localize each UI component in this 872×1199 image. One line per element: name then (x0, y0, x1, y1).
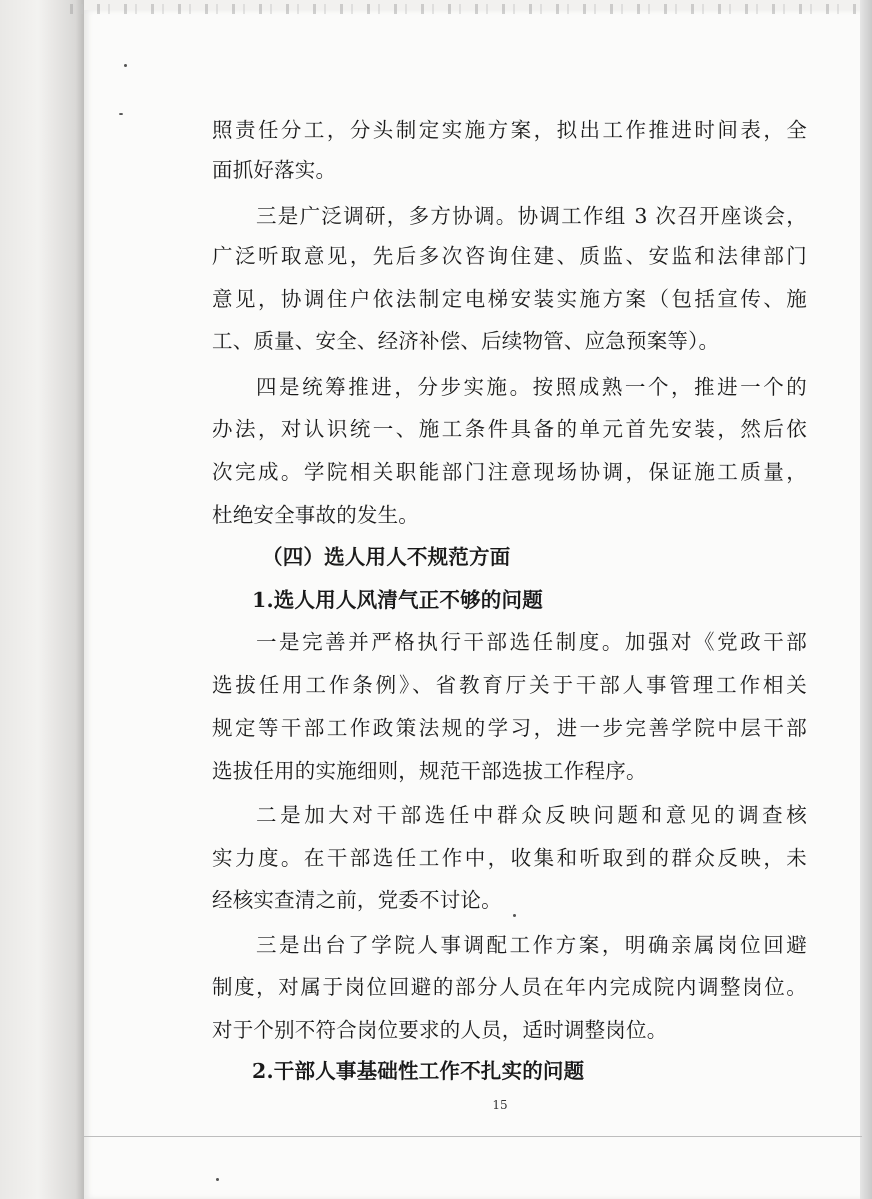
text-line: 次完成。学院相关职能部门注意现场协调，保证施工质量， (212, 460, 807, 484)
page-number: 15 (492, 1098, 508, 1112)
scan-speck (124, 64, 127, 67)
text-line: 杜绝安全事故的发生。 (212, 503, 419, 527)
text-line: 规定等干部工作政策法规的学习，进一步完善学院中层干部 (212, 716, 807, 740)
text-line: 对于个别不符合岗位要求的人员，适时调整岗位。 (212, 1018, 668, 1042)
text-line: 三是出台了学院人事调配工作方案，明确亲属岗位回避 (256, 933, 807, 957)
scan-left-margin (0, 0, 84, 1199)
text-line: 办法，对认识统一、施工条件具备的单元首先安装，然后依 (212, 417, 807, 441)
text-line: 选拔任用的实施细则，规范干部选拔工作程序。 (212, 759, 647, 783)
scan-right-edge (860, 0, 872, 1199)
text-line: 工、质量、安全、经济补偿、后续物管、应急预案等）。 (212, 329, 720, 353)
footer-rule (84, 1136, 862, 1137)
text-line: 面抓好落实。 (212, 158, 337, 182)
subsection-heading: 1.选人用人风清气正不够的问题 (252, 588, 543, 612)
text-line: 实力度。在干部选任工作中，收集和听取到的群众反映，未 (212, 846, 807, 870)
text-line: 广泛听取意见，先后多次咨询住建、质监、安监和法律部门 (212, 244, 807, 268)
section-heading: （四）选人用人不规范方面 (262, 545, 511, 569)
text-line: 意见，协调住户依法制定电梯安装实施方案（包括宣传、施 (212, 287, 807, 311)
text-line: 一是完善并严格执行干部选任制度。加强对《党政干部 (256, 630, 807, 654)
text-line: 四是统筹推进，分步实施。按照成熟一个，推进一个的 (256, 375, 807, 399)
text-line: 制度，对属于岗位回避的部分人员在年内完成院内调整岗位。 (212, 975, 807, 999)
text-line: 选拔任用工作条例》、省教育厅关于干部人事管理工作相关 (212, 673, 807, 697)
scan-speck (216, 1178, 219, 1181)
subsection-heading: 2.干部人事基础性工作不扎实的问题 (252, 1059, 585, 1083)
text-line: 经核实查清之前，党委不讨论。 (212, 888, 502, 912)
text-line: 照责任分工，分头制定实施方案，拟出工作推进时间表，全 (212, 118, 807, 142)
text-line: 二是加大对干部选任中群众反映问题和意见的调查核 (256, 803, 807, 827)
scan-speck (119, 113, 123, 115)
scan-top-edge (70, 4, 870, 14)
text-line: 三是广泛调研，多方协调。协调工作组 3 次召开座谈会， (256, 204, 807, 228)
